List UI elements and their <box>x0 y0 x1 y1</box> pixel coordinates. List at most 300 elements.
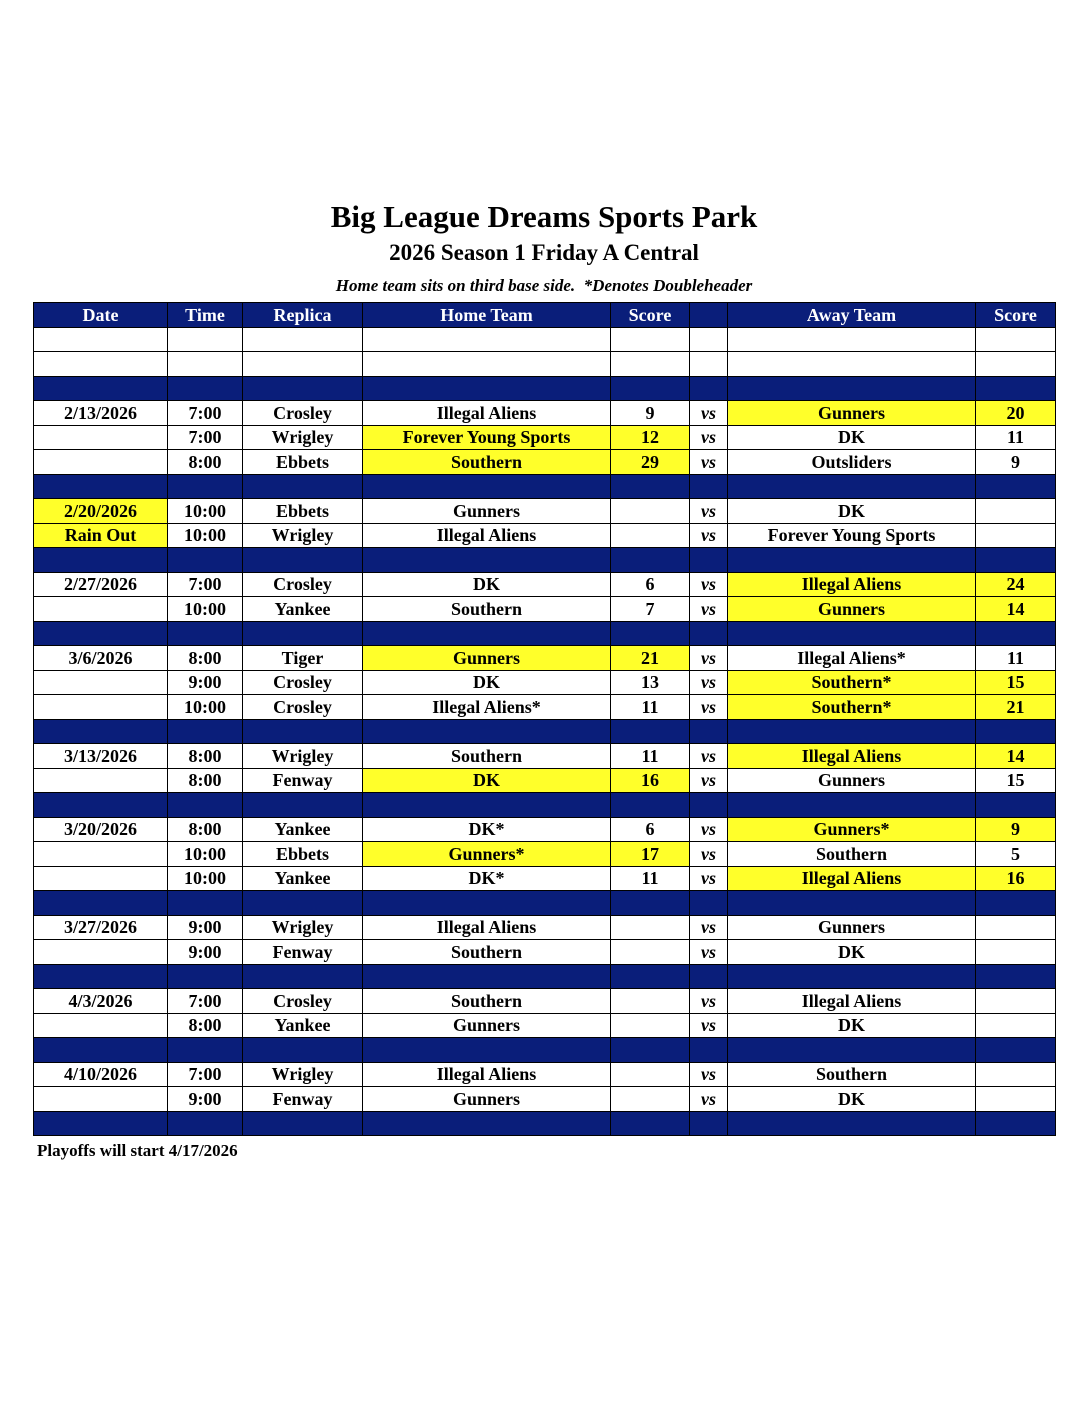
cell-replica <box>243 1038 363 1063</box>
cell-away-team: Southern <box>728 1062 976 1087</box>
cell-home-team: Gunners <box>363 646 611 671</box>
cell-away-team: Forever Young Sports <box>728 523 976 548</box>
cell-vs: vs <box>690 940 728 965</box>
cell-time: 10:00 <box>168 866 243 891</box>
table-row <box>34 523 1056 548</box>
cell-home-score <box>611 1038 690 1063</box>
cell-time: 10:00 <box>168 597 243 622</box>
page-subtitle: 2026 Season 1 Friday A Central <box>389 240 699 265</box>
cell-away-score <box>976 1038 1056 1063</box>
cell-date <box>34 425 168 450</box>
cell-time: 8:00 <box>168 1013 243 1038</box>
cell-away-team: Gunners <box>728 597 976 622</box>
cell-home-team: Illegal Aliens* <box>363 695 611 720</box>
cell-date <box>34 964 168 989</box>
cell-away-score: 11 <box>976 425 1056 450</box>
cell-vs: vs <box>690 523 728 548</box>
cell-replica: Yankee <box>243 1013 363 1038</box>
cell-home-team <box>363 1111 611 1136</box>
cell-away-score: 21 <box>976 695 1056 720</box>
cell-home-team <box>363 1038 611 1063</box>
cell-away-team: Gunners <box>728 401 976 426</box>
cell-away-team: DK <box>728 425 976 450</box>
table-row <box>34 499 1056 524</box>
cell-away-score <box>976 1087 1056 1112</box>
cell-time: 9:00 <box>168 940 243 965</box>
cell-home-score <box>611 376 690 401</box>
cell-away-team: Gunners <box>728 768 976 793</box>
cell-away-score <box>976 964 1056 989</box>
cell-replica: Tiger <box>243 646 363 671</box>
cell-away-score <box>976 523 1056 548</box>
cell-replica <box>243 621 363 646</box>
cell-replica: Ebbets <box>243 842 363 867</box>
cell-time <box>168 352 243 377</box>
cell-time: 10:00 <box>168 695 243 720</box>
cell-vs: vs <box>690 597 728 622</box>
separator-row <box>34 474 1056 499</box>
cell-vs <box>690 474 728 499</box>
header-date: Date <box>34 303 168 328</box>
cell-away-score: 14 <box>976 597 1056 622</box>
cell-home-score <box>611 964 690 989</box>
cell-date <box>34 548 168 573</box>
separator-row <box>34 376 1056 401</box>
cell-away-score: 15 <box>976 768 1056 793</box>
cell-time: 8:00 <box>168 450 243 475</box>
cell-vs: vs <box>690 1087 728 1112</box>
cell-vs: vs <box>690 695 728 720</box>
page-title: Big League Dreams Sports Park <box>330 199 758 234</box>
cell-away-team <box>728 964 976 989</box>
cell-vs <box>690 376 728 401</box>
cell-time: 8:00 <box>168 817 243 842</box>
cell-away-team <box>728 891 976 916</box>
cell-time <box>168 964 243 989</box>
cell-away-team <box>728 327 976 352</box>
cell-away-score <box>976 548 1056 573</box>
separator-row <box>34 1111 1056 1136</box>
cell-home-score: 11 <box>611 866 690 891</box>
cell-vs <box>690 352 728 377</box>
cell-replica: Crosley <box>243 989 363 1014</box>
cell-date <box>34 450 168 475</box>
cell-vs <box>690 719 728 744</box>
table-row <box>34 817 1056 842</box>
cell-time: 8:00 <box>168 646 243 671</box>
cell-home-team <box>363 891 611 916</box>
cell-time <box>168 548 243 573</box>
cell-date <box>34 719 168 744</box>
cell-replica: Crosley <box>243 695 363 720</box>
cell-away-team <box>728 1111 976 1136</box>
cell-away-team <box>728 1038 976 1063</box>
cell-vs <box>690 1038 728 1063</box>
table-row <box>34 768 1056 793</box>
cell-home-team: Southern <box>363 744 611 769</box>
cell-replica: Wrigley <box>243 523 363 548</box>
cell-home-score: 12 <box>611 425 690 450</box>
cell-date <box>34 327 168 352</box>
cell-time <box>168 327 243 352</box>
cell-time <box>168 891 243 916</box>
cell-away-score <box>976 621 1056 646</box>
cell-vs: vs <box>690 915 728 940</box>
cell-home-team: Gunners <box>363 1087 611 1112</box>
cell-away-team <box>728 474 976 499</box>
cell-date: 3/13/2026 <box>34 744 168 769</box>
cell-replica: Wrigley <box>243 915 363 940</box>
cell-replica <box>243 376 363 401</box>
cell-vs <box>690 891 728 916</box>
header-replica: Replica <box>243 303 363 328</box>
cell-away-team: Illegal Aliens <box>728 989 976 1014</box>
cell-time <box>168 474 243 499</box>
cell-date <box>34 891 168 916</box>
cell-vs: vs <box>690 1013 728 1038</box>
cell-date: 2/13/2026 <box>34 401 168 426</box>
cell-home-score <box>611 474 690 499</box>
cell-home-team: Southern <box>363 989 611 1014</box>
cell-away-score <box>976 1062 1056 1087</box>
cell-time: 7:00 <box>168 572 243 597</box>
cell-time <box>168 1038 243 1063</box>
cell-away-score <box>976 719 1056 744</box>
cell-vs: vs <box>690 989 728 1014</box>
cell-home-team <box>363 352 611 377</box>
cell-away-team: DK <box>728 499 976 524</box>
cell-home-team: DK <box>363 572 611 597</box>
cell-home-team: Southern <box>363 940 611 965</box>
cell-home-score <box>611 940 690 965</box>
cell-home-score: 13 <box>611 670 690 695</box>
cell-time <box>168 793 243 818</box>
cell-home-team <box>363 327 611 352</box>
cell-replica: Wrigley <box>243 425 363 450</box>
table-row <box>34 940 1056 965</box>
cell-home-team: Gunners* <box>363 842 611 867</box>
cell-away-score: 15 <box>976 670 1056 695</box>
cell-away-score <box>976 499 1056 524</box>
table-row <box>34 695 1056 720</box>
cell-home-score: 7 <box>611 597 690 622</box>
cell-home-score <box>611 989 690 1014</box>
cell-replica: Yankee <box>243 597 363 622</box>
cell-time: 9:00 <box>168 915 243 940</box>
separator-row <box>34 1038 1056 1063</box>
cell-home-team: Gunners <box>363 1013 611 1038</box>
cell-home-team: Illegal Aliens <box>363 915 611 940</box>
cell-time <box>168 719 243 744</box>
cell-away-score: 20 <box>976 401 1056 426</box>
cell-home-score <box>611 719 690 744</box>
page-note: Home team sits on third base side. *Denotes Doubleheader <box>335 276 753 295</box>
cell-vs <box>690 621 728 646</box>
table-row <box>34 915 1056 940</box>
cell-home-team: Forever Young Sports <box>363 425 611 450</box>
cell-away-score <box>976 327 1056 352</box>
cell-away-team: Southern <box>728 842 976 867</box>
separator-row <box>34 548 1056 573</box>
cell-replica: Wrigley <box>243 744 363 769</box>
cell-home-score <box>611 523 690 548</box>
cell-home-score <box>611 352 690 377</box>
cell-replica: Crosley <box>243 572 363 597</box>
cell-away-team: Southern* <box>728 695 976 720</box>
cell-home-team <box>363 793 611 818</box>
cell-date <box>34 1087 168 1112</box>
cell-away-team <box>728 352 976 377</box>
cell-away-score: 9 <box>976 817 1056 842</box>
schedule-table <box>33 302 1056 1136</box>
separator-row <box>34 719 1056 744</box>
cell-home-score <box>611 915 690 940</box>
cell-date <box>34 940 168 965</box>
cell-time: 10:00 <box>168 523 243 548</box>
cell-vs: vs <box>690 646 728 671</box>
cell-date <box>34 793 168 818</box>
cell-replica <box>243 964 363 989</box>
cell-away-team: Illegal Aliens <box>728 866 976 891</box>
cell-date: 2/20/2026 <box>34 499 168 524</box>
cell-home-team: DK <box>363 670 611 695</box>
cell-date <box>34 866 168 891</box>
cell-home-score: 6 <box>611 817 690 842</box>
cell-away-score <box>976 352 1056 377</box>
cell-date <box>34 1038 168 1063</box>
cell-away-score <box>976 474 1056 499</box>
cell-replica <box>243 793 363 818</box>
cell-away-score: 11 <box>976 646 1056 671</box>
cell-away-score: 16 <box>976 866 1056 891</box>
cell-replica: Fenway <box>243 940 363 965</box>
cell-away-score: 5 <box>976 842 1056 867</box>
cell-time: 9:00 <box>168 1087 243 1112</box>
cell-home-score: 17 <box>611 842 690 867</box>
header-home-score: Score <box>611 303 690 328</box>
blank-row <box>34 327 1056 352</box>
cell-home-score: 6 <box>611 572 690 597</box>
cell-time: 9:00 <box>168 670 243 695</box>
header-vs <box>690 303 728 328</box>
cell-home-score <box>611 793 690 818</box>
cell-home-score <box>611 1013 690 1038</box>
cell-replica: Ebbets <box>243 450 363 475</box>
table-row <box>34 1062 1056 1087</box>
cell-away-team <box>728 719 976 744</box>
cell-away-team: Illegal Aliens <box>728 572 976 597</box>
table-row <box>34 646 1056 671</box>
cell-away-score: 24 <box>976 572 1056 597</box>
cell-date <box>34 621 168 646</box>
cell-replica: Yankee <box>243 866 363 891</box>
cell-home-score <box>611 499 690 524</box>
cell-time: 7:00 <box>168 425 243 450</box>
table-row <box>34 597 1056 622</box>
cell-date <box>34 842 168 867</box>
cell-away-score <box>976 891 1056 916</box>
cell-replica: Crosley <box>243 401 363 426</box>
cell-replica <box>243 327 363 352</box>
cell-home-team: DK* <box>363 817 611 842</box>
cell-date <box>34 376 168 401</box>
cell-date <box>34 1111 168 1136</box>
separator-row <box>34 621 1056 646</box>
cell-home-score: 9 <box>611 401 690 426</box>
cell-home-team <box>363 964 611 989</box>
cell-home-team: Illegal Aliens <box>363 1062 611 1087</box>
cell-replica <box>243 548 363 573</box>
cell-vs: vs <box>690 744 728 769</box>
cell-home-team <box>363 548 611 573</box>
table-row <box>34 425 1056 450</box>
cell-vs: vs <box>690 817 728 842</box>
cell-vs: vs <box>690 768 728 793</box>
cell-home-team <box>363 621 611 646</box>
table-row <box>34 842 1056 867</box>
cell-away-team: Gunners* <box>728 817 976 842</box>
cell-home-score: 11 <box>611 695 690 720</box>
table-row <box>34 989 1056 1014</box>
cell-date <box>34 597 168 622</box>
cell-away-team: Illegal Aliens <box>728 744 976 769</box>
cell-replica <box>243 352 363 377</box>
cell-away-team: DK <box>728 940 976 965</box>
cell-time: 8:00 <box>168 744 243 769</box>
cell-replica <box>243 891 363 916</box>
cell-away-score: 14 <box>976 744 1056 769</box>
cell-date: 4/10/2026 <box>34 1062 168 1087</box>
cell-replica: Yankee <box>243 817 363 842</box>
cell-away-team: DK <box>728 1013 976 1038</box>
cell-vs: vs <box>690 401 728 426</box>
cell-away-team: Outsliders <box>728 450 976 475</box>
cell-date <box>34 474 168 499</box>
cell-vs <box>690 1111 728 1136</box>
cell-replica: Crosley <box>243 670 363 695</box>
cell-away-team <box>728 621 976 646</box>
header-time: Time <box>168 303 243 328</box>
footer-note: Playoffs will start 4/17/2026 <box>37 1141 238 1160</box>
header-home-team: Home Team <box>363 303 611 328</box>
cell-home-team <box>363 474 611 499</box>
cell-time <box>168 1111 243 1136</box>
table-row <box>34 866 1056 891</box>
cell-vs: vs <box>690 670 728 695</box>
table-row <box>34 572 1056 597</box>
cell-time: 10:00 <box>168 842 243 867</box>
blank-row <box>34 352 1056 377</box>
cell-time: 7:00 <box>168 1062 243 1087</box>
cell-date: 4/3/2026 <box>34 989 168 1014</box>
cell-date <box>34 768 168 793</box>
cell-time <box>168 621 243 646</box>
header-away-score: Score <box>976 303 1056 328</box>
cell-date: Rain Out <box>34 523 168 548</box>
cell-home-score <box>611 327 690 352</box>
cell-time: 7:00 <box>168 989 243 1014</box>
cell-vs <box>690 964 728 989</box>
cell-vs: vs <box>690 450 728 475</box>
cell-replica: Fenway <box>243 1087 363 1112</box>
cell-away-team <box>728 793 976 818</box>
cell-vs: vs <box>690 842 728 867</box>
cell-time: 7:00 <box>168 401 243 426</box>
cell-home-team <box>363 376 611 401</box>
cell-away-score: 9 <box>976 450 1056 475</box>
cell-replica: Ebbets <box>243 499 363 524</box>
cell-home-team: Illegal Aliens <box>363 401 611 426</box>
table-row <box>34 744 1056 769</box>
cell-replica <box>243 474 363 499</box>
cell-vs <box>690 327 728 352</box>
table-row <box>34 1013 1056 1038</box>
cell-away-score <box>976 793 1056 818</box>
cell-home-score <box>611 891 690 916</box>
cell-date: 3/6/2026 <box>34 646 168 671</box>
cell-home-score: 21 <box>611 646 690 671</box>
cell-home-score: 11 <box>611 744 690 769</box>
cell-home-team: DK* <box>363 866 611 891</box>
separator-row <box>34 964 1056 989</box>
cell-date: 2/27/2026 <box>34 572 168 597</box>
table-row <box>34 450 1056 475</box>
schedule-body <box>34 327 1056 1136</box>
cell-replica <box>243 719 363 744</box>
cell-away-team <box>728 376 976 401</box>
cell-home-team: Southern <box>363 450 611 475</box>
cell-home-team: Gunners <box>363 499 611 524</box>
table-row <box>34 401 1056 426</box>
cell-vs <box>690 793 728 818</box>
cell-time: 8:00 <box>168 768 243 793</box>
cell-replica: Fenway <box>243 768 363 793</box>
cell-home-team: DK <box>363 768 611 793</box>
cell-time: 10:00 <box>168 499 243 524</box>
cell-home-team: Illegal Aliens <box>363 523 611 548</box>
cell-time <box>168 376 243 401</box>
cell-date: 3/27/2026 <box>34 915 168 940</box>
cell-date <box>34 695 168 720</box>
cell-date <box>34 352 168 377</box>
cell-home-score <box>611 1062 690 1087</box>
cell-home-score <box>611 1111 690 1136</box>
cell-vs: vs <box>690 425 728 450</box>
table-row <box>34 1087 1056 1112</box>
table-row <box>34 670 1056 695</box>
cell-home-score <box>611 548 690 573</box>
cell-away-team: Gunners <box>728 915 976 940</box>
cell-home-score <box>611 1087 690 1112</box>
cell-away-team: Illegal Aliens* <box>728 646 976 671</box>
cell-away-score <box>976 940 1056 965</box>
cell-date <box>34 670 168 695</box>
header-away-team: Away Team <box>728 303 976 328</box>
separator-row <box>34 793 1056 818</box>
cell-away-team: Southern* <box>728 670 976 695</box>
cell-vs: vs <box>690 1062 728 1087</box>
cell-date: 3/20/2026 <box>34 817 168 842</box>
cell-vs <box>690 548 728 573</box>
header-row <box>34 303 1056 328</box>
cell-replica: Wrigley <box>243 1062 363 1087</box>
cell-vs: vs <box>690 866 728 891</box>
cell-replica <box>243 1111 363 1136</box>
cell-home-score <box>611 621 690 646</box>
cell-home-score: 29 <box>611 450 690 475</box>
cell-home-team <box>363 719 611 744</box>
cell-away-team: DK <box>728 1087 976 1112</box>
